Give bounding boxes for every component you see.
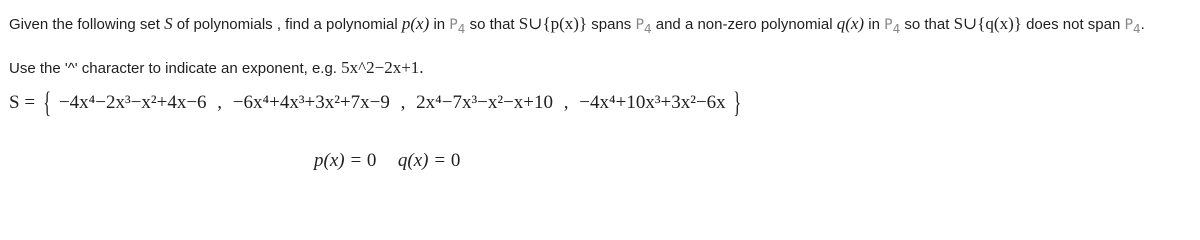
separator: ,	[217, 92, 223, 113]
set-symbol: S	[164, 14, 173, 33]
question-fragment: Given the following set	[9, 16, 160, 33]
polynomial-3: 2x⁴−7x³−x²−x+10	[416, 92, 554, 113]
polynomial-space: $P_4$	[635, 17, 652, 36]
separator: ,	[563, 92, 569, 113]
p-of-x: p(x)	[401, 14, 430, 33]
polynomial-space: $P_4$	[1124, 17, 1141, 36]
exponent-hint	[9, 58, 424, 78]
question-fragment: in	[868, 16, 880, 33]
set-lhs: S =	[9, 92, 40, 113]
p-answer-label: p(x) =	[314, 150, 367, 171]
polynomial-set	[9, 88, 745, 118]
question-text: Given the following set S of polynomials , find a polynomial p(x) in $P_4$ so that S∪{p(x)} spans $P_4$ and a non-zero polynomial q(x) in $P_4$ so that S∪{q(x)} does not span $P_4$.	[9, 14, 1145, 36]
question-fragment: does not span	[1026, 16, 1121, 33]
q-answer-label: q(x) =	[397, 150, 451, 171]
separator: ,	[400, 92, 406, 113]
question-fragment: so that	[904, 16, 950, 33]
left-brace: {	[43, 86, 51, 119]
union-q-expression: S∪{q(x)}	[953, 14, 1022, 33]
answer-area	[314, 150, 460, 172]
polynomial-space: $P_4$	[449, 17, 466, 36]
q-answer-field[interactable]: 0	[450, 150, 461, 171]
polynomial-space: $P_4$	[884, 17, 901, 36]
question-fragment: and a non-zero polynomial	[655, 16, 833, 33]
union-p-expression: S∪{p(x)}	[518, 14, 588, 33]
q-of-x: q(x)	[836, 14, 865, 33]
right-brace: }	[733, 86, 742, 119]
question-fragment: of polynomials , find a polynomial	[176, 16, 398, 33]
hint-example: 5x^2−2x+1.	[341, 58, 424, 77]
question-fragment: so that	[469, 16, 515, 33]
polynomial-4: −4x⁴+10x³+3x²−6x	[579, 92, 726, 113]
p-answer-field[interactable]: 0	[366, 150, 377, 171]
polynomial-1: −4x⁴−2x³−x²+4x−6	[58, 92, 207, 113]
hint-text: Use the '^' character to indicate an exponent, e.g.	[9, 60, 337, 77]
question-fragment: spans	[591, 16, 632, 33]
question-fragment: in	[433, 16, 446, 33]
polynomial-2: −6x⁴+4x³+3x²+7x−9	[232, 92, 390, 113]
